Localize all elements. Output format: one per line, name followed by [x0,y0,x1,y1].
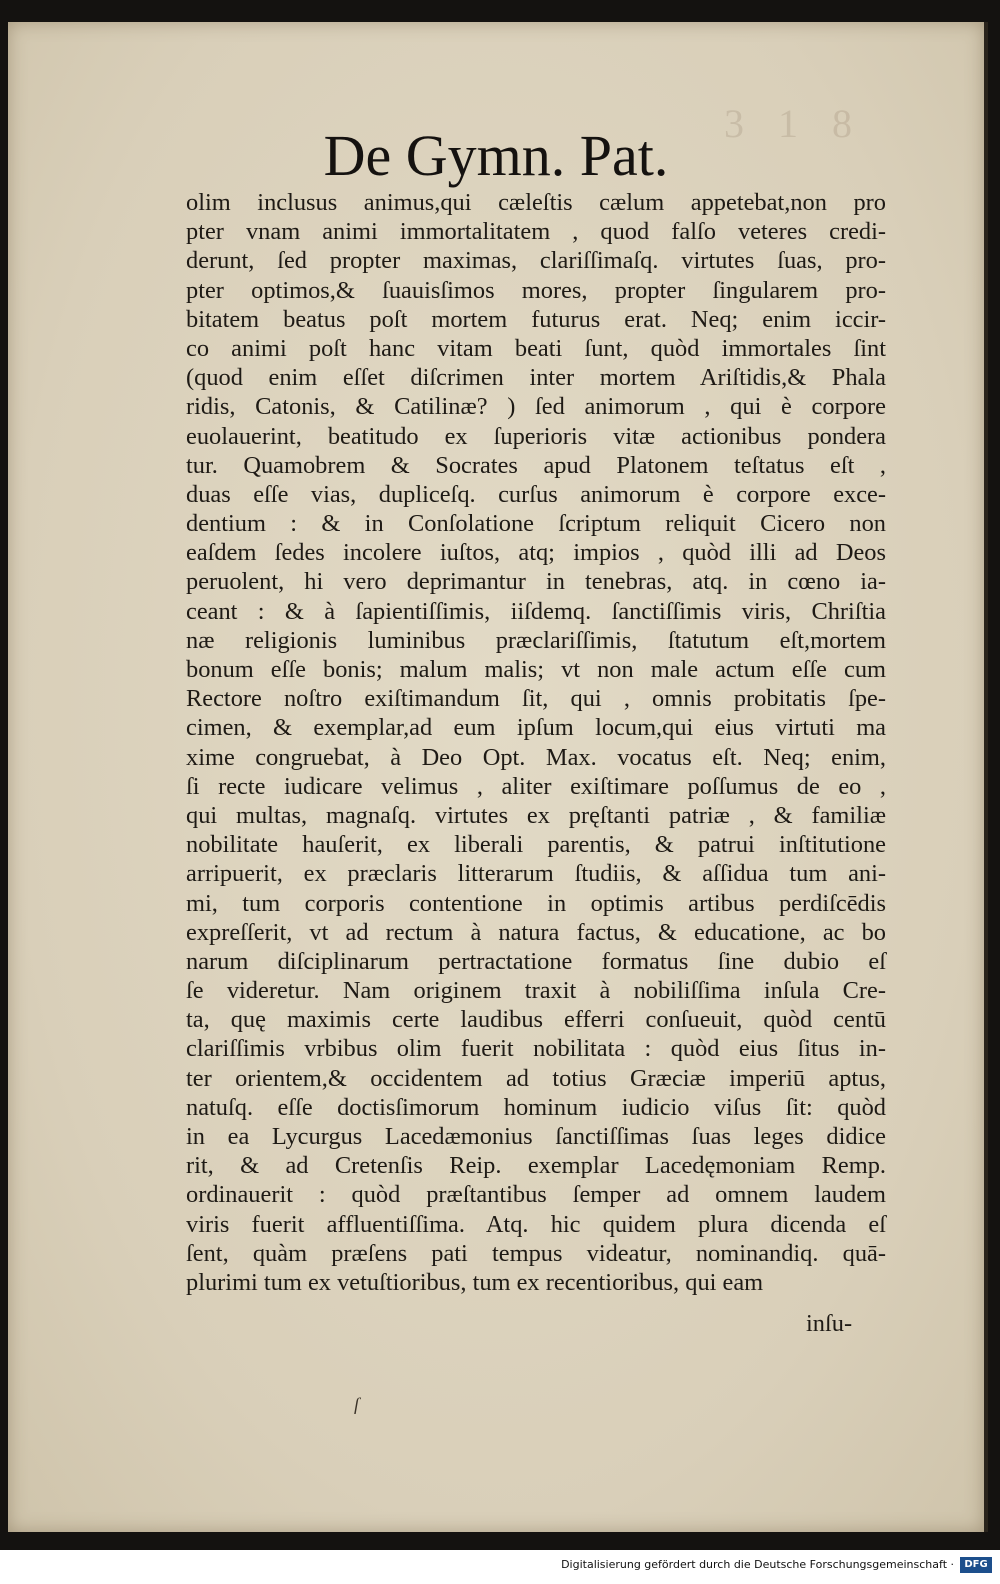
text-line: ſi recte iudicare velimus , aliter exiſtimare poſſumus de eo , [186,772,886,800]
text-line: ſe videretur. Nam originem traxit à nobiliſſima inſula Cre- [186,977,886,1005]
text-line: eaſdem ſedes incolere iuſtos, atq; impios , quòd illi ad Deos [186,539,886,567]
text-line: euolauerint, beatitudo ex ſuperioris vitæ actionibus pondera [186,422,886,450]
text-line: clariſſimis vrbibus olim fuerit nobilitata : quòd eius ſitus in- [186,1035,886,1063]
text-line: rit, & ad Cretenſis Reip. exemplar Lacedęmoniam Remp. [186,1152,886,1180]
text-line: peruolent, hi vero deprimantur in tenebras, atq. in cœno ia- [186,568,886,596]
text-line: ter orientem,& occidentem ad totius Græciæ imperiū aptus, [186,1064,886,1092]
text-line: ceant : & à ſapientiſſimis, iiſdemq. ſanctiſſimis viris, Chriſtia [186,597,886,625]
text-line: xime congruebat, à Deo Opt. Max. vocatus eſt. Neq; enim, [186,743,886,771]
text-line: dentium : & in Conſolatione ſcriptum reliquit Cicero non [186,510,886,538]
text-line: expreſſerit, vt ad rectum à natura factus, & educatione, ac bo [186,918,886,946]
text-line: viris fuerit affluentiſſima. Atq. hic quidem plura dicenda eſ [186,1210,886,1238]
text-line: duas eſſe vias, dupliceſq. curſus animorum è corpore exce- [186,480,886,508]
text-line: natuſq. eſſe doctisſimorum hominum iudicio viſus ſit: quòd [186,1093,886,1121]
text-line: nobilitate hauſerit, ex liberali parentis, & patrui inſtitutione [186,831,886,859]
text-line: olim inclusus animus,qui cæleſtis cælum appetebat,non pro [186,189,886,216]
text-line: in ea Lycurgus Lacedæmonius ſanctiſſimas ſuas leges didice [186,1123,886,1150]
book-page [8,22,988,1532]
running-heading: De Gymn. Pat. [323,123,669,188]
text-line: næ religionis luminibus præclariſſimis, ſtatutum eſt,mortem [186,626,886,654]
text-line: ordinauerit : quòd præſtantibus ſemper ad omnem laudem [186,1181,886,1209]
text-line: bonum eſſe bonis; malum malis; vt non male actum eſſe cum [186,656,886,683]
text-line: pter optimos,& ſuauisſimos mores, propter ſingularem pro- [186,276,886,304]
text-line: qui multas, magnaſq. virtutes ex pręſtanti patriæ , & familiæ [186,801,886,829]
text-line: (quod enim eſſet diſcrimen inter mortem Ariſtidis,& Phala [186,364,886,392]
text-line: cimen, & exemplar,ad eum ipſum locum,qui eius virtuti ma [186,714,886,742]
dfg-logo: DFG [960,1557,992,1573]
footer-bar [0,1550,1000,1584]
text-line: tur. Quamobrem & Socrates apud Platonem teſtatus eſt , [186,451,886,479]
text-line: mi, tum corporis contentione in optimis artibus perdiſcēdis [186,889,886,917]
text-line: co animi poſt hanc vitam beati ſunt, quòd immortales ſint [186,334,886,362]
text-line: ta, quę maximis certe laudibus efferri conſueuit, quòd centū [186,1006,886,1034]
text-line: plurimi tum ex vetuſtioribus, tum ex recentioribus, qui eam [186,1268,764,1296]
funding-note: Digitalisierung gefördert durch die Deutsche Forschungsgemeinschaft · [561,1558,954,1571]
text-line: derunt, ſed propter maximas, clariſſimaſq. virtutes ſuas, pro- [186,247,886,275]
text-line: narum diſciplinarum pertractatione formatus ſine dubio eſ [186,947,886,975]
show-through-text: 3 1 8 [724,101,864,146]
catchword: inſu- [806,1310,853,1337]
text-line: ſent, quàm præſens pati tempus videatur, nominandiq. quā- [186,1239,886,1267]
text-line: arripuerit, ex præclaris litterarum ſtudiis, & aſſidua tum ani- [186,860,886,888]
text-line: Rectore noſtro exiſtimandum ſit, qui , omnis probitatis ſpe- [186,685,886,713]
text-line: ridis, Catonis, & Catilinæ? ) ſed animorum , qui è corpore [186,393,886,421]
signature-mark: ſ [354,1394,360,1414]
text-line: pter vnam animi immortalitatem , quod falſo veteres credi- [186,218,886,246]
body-text [186,188,886,1297]
text-line: bitatem beatus poſt mortem futurus erat. Neq; enim iccir- [186,305,886,333]
